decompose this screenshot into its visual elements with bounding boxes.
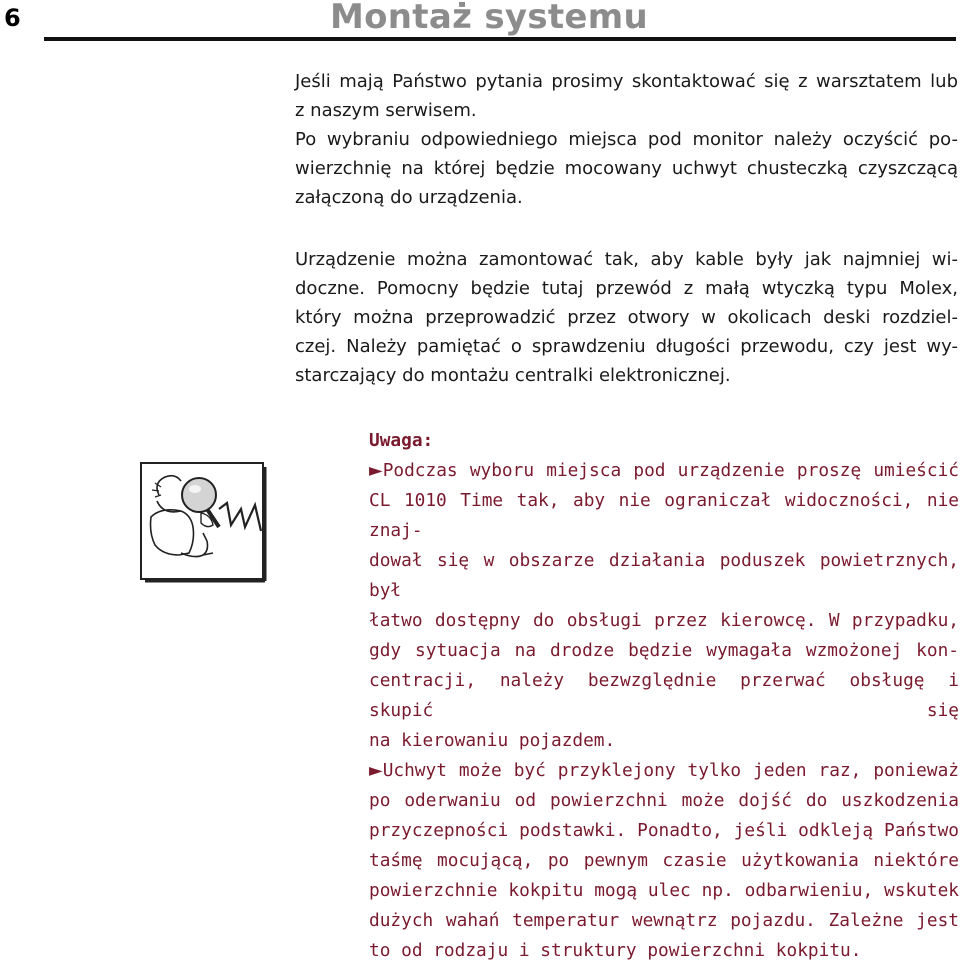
warning-line: łatwo dostępny do obsługi przez kierowcę. W przypadku, [369,610,959,631]
warning-line: dował się w obszarze działania poduszek powietrznych, był [369,550,959,601]
intro-paragraph [295,67,958,212]
text-line: doczne. Pomocny będzie tutaj przewód z małą wtyczką typu Molex, [295,278,958,299]
header-rule [44,37,956,41]
text-line: czej. Należy pamiętać o sprawdzeniu długości przewodu, czy jest wy- [295,336,958,357]
warning-line: dużych wahań temperatur wewnątrz pojazdu. Zależne jest [369,910,959,931]
warning-title: Uwaga: [369,430,434,451]
warning-line: przyczepności podstawki. Ponadto, jeśli odkleją Państwo [369,820,959,841]
warning-line: taśmę mocującą, po pewnym czasie użytkowania niektóre [369,850,959,871]
text-line: Po wybraniu odpowiedniego miejsca pod monitor należy oczyścić po- [295,129,958,150]
text-line: starczający do montażu centralki elektronicznej. [295,365,731,386]
warning-line: CL 1010 Time tak, aby nie ograniczał widoczności, nie znaj- [369,490,959,541]
cables-paragraph [295,245,958,390]
text-line: Jeśli mają Państwo pytania prosimy skontaktować się z warsztatem lub [295,71,958,92]
text-line: wierzchnię na której będzie mocowany uchwyt chusteczką czyszczącą [295,158,958,179]
page-title: Montaż systemu [330,0,649,37]
page-number: 6 [4,4,21,32]
warning-line-text: Podczas wyboru miejsca pod urządzenie proszę umieścić [382,460,959,481]
arrow-right-icon: ► [369,460,383,481]
warning-line [369,456,959,486]
text-line: z naszym serwisem. [295,100,477,121]
arrow-right-icon: ► [369,760,383,781]
warning-line: centracji, należy bezwzględnie przerwać obsługę i skupić się [369,670,959,721]
warning-line: po oderwaniu od powierzchni może dojść do uszkodzenia [369,790,959,811]
warning-box [369,426,959,966]
text-line: załączoną do urządzenia. [295,187,523,208]
magnifier-man-illustration [137,457,267,583]
warning-line: powierzchnie kokpitu mogą ulec np. odbarwieniu, wskutek [369,880,959,901]
text-line: Urządzenie można zamontować tak, aby kable były jak najmniej wi- [295,249,958,270]
warning-line [369,756,959,786]
warning-line: gdy sytuacja na drodze będzie wymagała wzmożonej kon- [369,640,959,661]
warning-line: na kierowaniu pojazdem. [369,730,616,751]
text-line: który można przeprowadzić przez otwory w okolicach deski rozdziel- [295,307,958,328]
warning-line: to od rodzaju i struktury powierzchni kokpitu. [369,940,862,961]
warning-line-text: Uchwyt może być przyklejony tylko jeden raz, ponieważ [382,760,959,781]
